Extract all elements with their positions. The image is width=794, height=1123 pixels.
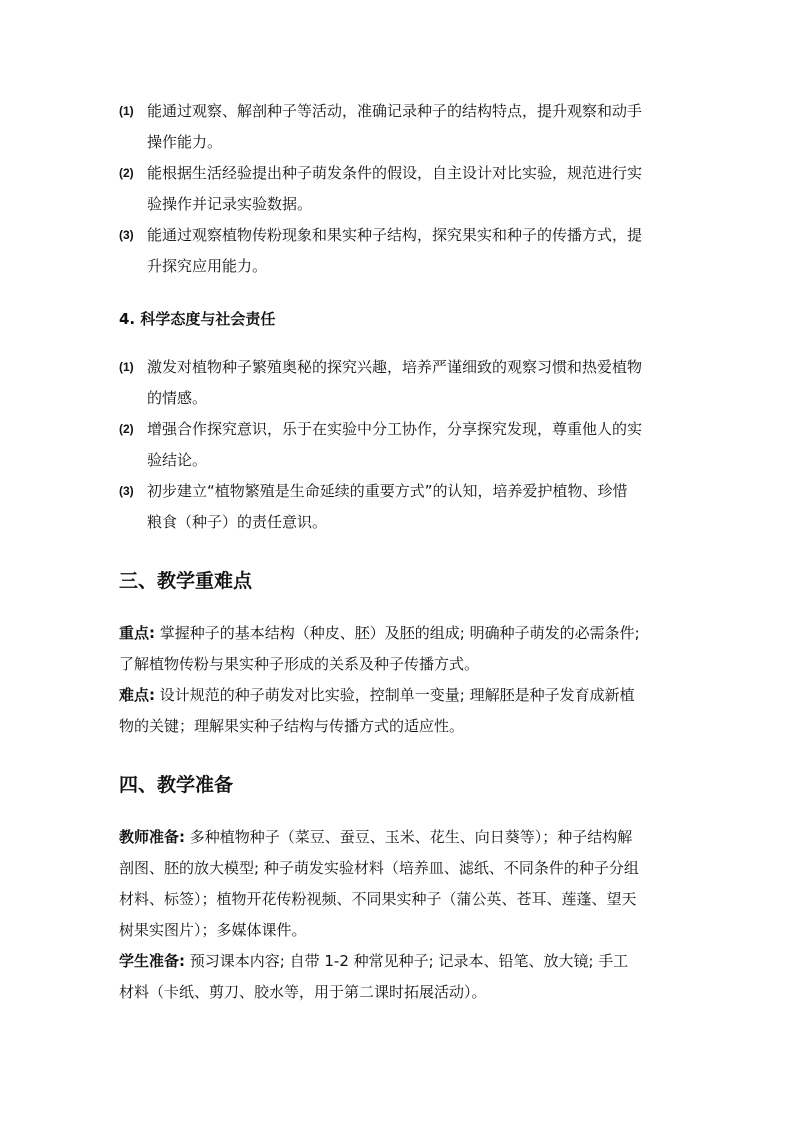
teacher-prep-line2: 剖图、胚的放大模型; 种子萌发实验材料（培养皿、滤纸、不同条件的种子分组 xyxy=(119,859,639,877)
key-point-line2: 了解植物传粉与果实种子形成的关系及种子传播方式。 xyxy=(119,655,480,673)
section-title-key-points: 三、教学重难点 xyxy=(119,570,253,592)
item-text-line2: 验结论。 xyxy=(147,451,208,469)
student-prep-line1 xyxy=(119,946,679,977)
key-point-text: 掌握种子的基本结构（种皮、胚）及胚的组成; 明确种子萌发的必需条件; xyxy=(155,624,640,642)
item-number: (3) xyxy=(119,484,134,498)
section-title-preparation: 四、教学准备 xyxy=(119,774,234,796)
difficulty-line1 xyxy=(119,680,679,711)
item-number: (2) xyxy=(119,166,134,180)
item-text-line1: 初步建立“植物繁殖是生命延续的重要方式”的认知，培养爱护植物、珍惜 xyxy=(147,482,628,500)
item-text-line1: 激发对植物种子繁殖奥秘的探究兴趣，培养严谨细致的观察习惯和热爱植物 xyxy=(147,358,643,376)
skills-item-2 xyxy=(119,158,679,220)
item-text-line2: 验操作并记录实验数据。 xyxy=(147,195,313,213)
student-prep-label: 学生准备: xyxy=(119,952,185,970)
teacher-prep-line4: 树果实图片）；多媒体课件。 xyxy=(119,921,307,939)
teacher-prep-label: 教师准备: xyxy=(119,828,185,846)
attitude-item-1 xyxy=(119,352,679,414)
item-number: (3) xyxy=(119,228,134,242)
preparation-paragraph xyxy=(119,822,679,1008)
attitude-item-2 xyxy=(119,414,679,476)
item-number: (1) xyxy=(119,104,134,118)
attitude-item-3 xyxy=(119,476,679,538)
teacher-prep-line1 xyxy=(119,822,679,853)
teacher-prep-line3: 材料、标签）；植物开花传粉视频、不同果实种子（蒲公英、苍耳、莲蓬、望天 xyxy=(119,890,637,908)
student-prep-text: 预习课本内容; 自带 1-2 种常见种子; 记录本、铅笔、放大镜; 手工 xyxy=(185,952,629,970)
key-point-line1 xyxy=(119,618,679,649)
item-text-line2: 升探究应用能力。 xyxy=(147,257,268,275)
subheading-attitude: 4. 科学态度与社会责任 xyxy=(119,310,276,328)
item-text-line1: 能通过观察、解剖种子等活动，准确记录种子的结构特点，提升观察和动手 xyxy=(147,102,643,120)
student-prep-line2: 材料（卡纸、剪刀、胶水等，用于第二课时拓展活动）。 xyxy=(119,983,487,1001)
item-text-line2: 的情感。 xyxy=(147,389,208,407)
item-text-line1: 能通过观察植物传粉现象和果实种子结构，探究果实和种子的传播方式，提 xyxy=(147,226,643,244)
item-text-line2: 粮食（种子）的责任意识。 xyxy=(147,513,328,531)
item-number: (1) xyxy=(119,360,134,374)
skills-item-1 xyxy=(119,96,679,158)
item-number: (2) xyxy=(119,422,134,436)
item-text-line1: 能根据生活经验提出种子萌发条件的假设，自主设计对比实验，规范进行实 xyxy=(147,164,643,182)
difficulty-text: 设计规范的种子萌发对比实验，控制单一变量; 理解胚是种子发育成新植 xyxy=(155,686,635,704)
key-point-paragraph xyxy=(119,618,679,742)
item-text-line1: 增强合作探究意识，乐于在实验中分工协作，分享探究发现，尊重他人的实 xyxy=(147,420,643,438)
skills-item-3 xyxy=(119,220,679,282)
difficulty-line2: 物的关键；理解果实种子结构与传播方式的适应性。 xyxy=(119,717,465,735)
teacher-prep-text: 多种植物种子（菜豆、蚕豆、玉米、花生、向日葵等）；种子结构解 xyxy=(185,828,633,846)
difficulty-label: 难点: xyxy=(119,686,155,704)
item-text-line2: 操作能力。 xyxy=(147,133,223,151)
key-point-label: 重点: xyxy=(119,624,155,642)
